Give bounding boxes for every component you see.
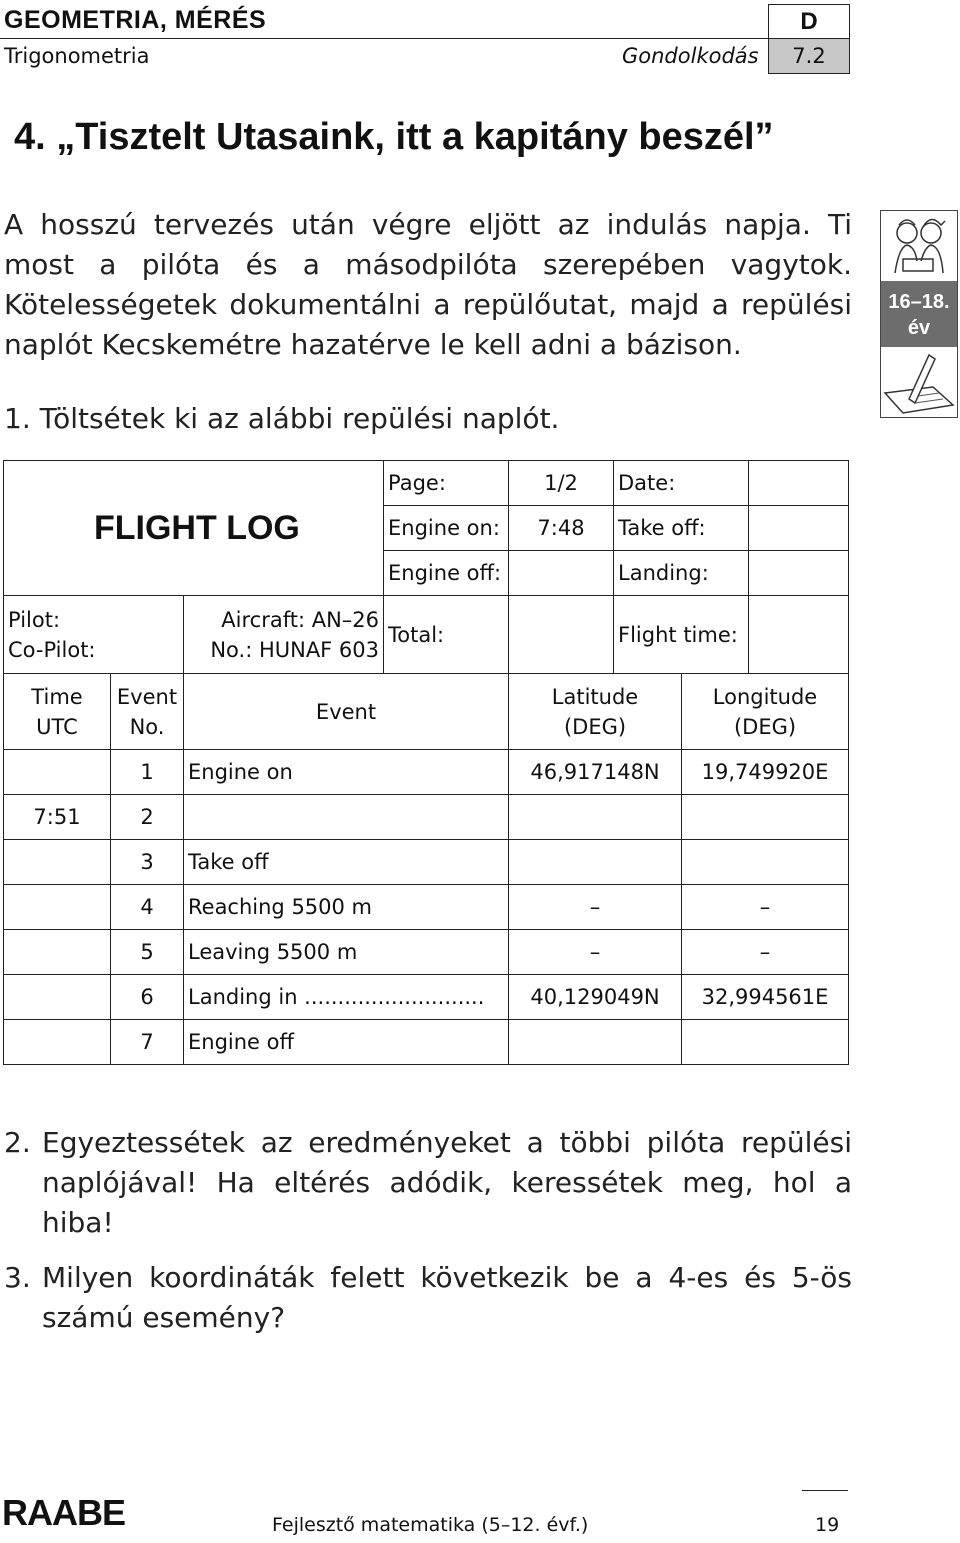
engine-on-label: Engine on: [384,506,509,551]
pen-paper-icon [881,347,957,415]
row-latitude: 40,129049N [509,975,682,1020]
col-latitude-header: Latitude (DEG) [509,674,682,750]
aircraft-type: Aircraft: AN–26 [221,607,380,632]
row-longitude[interactable] [682,1020,849,1065]
row-latitude: – [509,885,682,930]
row-event-no: 3 [111,840,184,885]
takeoff-field[interactable] [749,506,849,551]
row-event: Take off [184,840,509,885]
topic-subtitle: Trigonometria [4,44,150,68]
task-title: 4. „Tisztelt Utasaink, itt a kapitány beszél” [14,116,774,158]
col-event-no-header: Event No. [111,674,184,750]
flight-time-label: Flight time: [614,596,749,674]
question-1 [4,402,559,435]
row-longitude: 32,994561E [682,975,849,1020]
row-event-no: 4 [111,885,184,930]
row-event: Leaving 5500 m [184,930,509,975]
question-1-number: 1. [4,402,31,435]
total-field[interactable] [509,596,614,674]
question-3-number: 3. [4,1261,31,1294]
question-3 [4,1258,852,1338]
row-event-no: 5 [111,930,184,975]
flight-log-table [3,460,849,1065]
age-range: 16–18. év [881,281,957,347]
intro-paragraph: A hosszú tervezés után végre eljött az indulás napja. Ti most a pilóta és a másodpilóta szerepében vagytok. Kötelességetek dokumentálni a repülőutat, majd a repülési naplót Kecskemétre hazatérve le kell adni a bázison. [4,208,852,361]
row-event[interactable] [184,795,509,840]
table-row [4,930,849,975]
question-2 [4,1123,852,1243]
engine-off-label: Engine off: [384,551,509,596]
row-latitude: 46,917148N [509,750,682,795]
col-event-header: Event [184,674,509,750]
takeoff-label: Take off: [614,506,749,551]
date-label: Date: [614,461,749,506]
row-longitude: 19,749920E [682,750,849,795]
row-event: Reaching 5500 m [184,885,509,930]
book-title: Fejlesztő matematika (5–12. évf.) [272,1514,589,1536]
col-longitude-header: Longitude (DEG) [682,674,849,750]
crew-cell [4,596,184,674]
col-time-header: Time UTC [4,674,111,750]
row-event: Engine on [184,750,509,795]
section-letter: D [769,5,849,39]
flight-log-title: FLIGHT LOG [4,461,384,596]
page-label: Page: [384,461,509,506]
engine-off-field[interactable] [509,551,614,596]
row-event-no: 1 [111,750,184,795]
flight-time-field[interactable] [749,596,849,674]
header-rule [0,38,768,39]
row-event-no: 2 [111,795,184,840]
section-box [768,4,850,74]
row-latitude[interactable] [509,1020,682,1065]
publisher-logo: RAABE [2,1492,126,1533]
row-time: 7:51 [4,795,111,840]
row-latitude[interactable] [509,840,682,885]
row-time[interactable] [4,930,111,975]
row-event-no: 6 [111,975,184,1020]
total-label: Total: [384,596,509,674]
row-longitude: – [682,885,849,930]
age-badge [880,210,958,418]
pilot-label: Pilot: [8,607,61,632]
aircraft-registration: No.: HUNAF 603 [210,637,380,662]
landing-label: Landing: [614,551,749,596]
row-longitude: – [682,930,849,975]
children-icon [881,211,957,281]
row-time[interactable] [4,750,111,795]
question-1-text: Töltsétek ki az alábbi repülési naplót. [39,402,560,435]
page-value: 1/2 [509,461,614,506]
row-time[interactable] [4,840,111,885]
table-row [4,840,849,885]
table-row [4,795,849,840]
section-number: 7.2 [769,39,849,73]
row-event: Landing in ........................... [184,975,509,1020]
row-latitude[interactable] [509,795,682,840]
row-time[interactable] [4,975,111,1020]
table-row [4,885,849,930]
table-row [4,750,849,795]
landing-field[interactable] [749,551,849,596]
footer-rule [802,1490,848,1491]
row-longitude[interactable] [682,795,849,840]
table-row [4,1020,849,1065]
row-event-no: 7 [111,1020,184,1065]
row-event: Engine off [184,1020,509,1065]
copilot-label: Co-Pilot: [8,637,96,662]
category-label: Gondolkodás [622,44,759,68]
table-row [4,975,849,1020]
row-longitude[interactable] [682,840,849,885]
question-3-text: Milyen koordináták felett következik be a 4-es és 5-ös számú esemény? [42,1261,852,1334]
chapter-title: GEOMETRIA, MÉRÉS [4,6,267,34]
row-latitude: – [509,930,682,975]
row-time[interactable] [4,1020,111,1065]
date-field[interactable] [749,461,849,506]
page-number: 19 [815,1514,840,1536]
question-2-number: 2. [4,1126,31,1159]
row-time[interactable] [4,885,111,930]
engine-on-value: 7:48 [509,506,614,551]
question-2-text: Egyeztessétek az eredményeket a többi pilóta repülési naplójával! Ha eltérés adódik, keressétek meg, hol a hiba! [42,1126,852,1239]
aircraft-cell [184,596,384,674]
